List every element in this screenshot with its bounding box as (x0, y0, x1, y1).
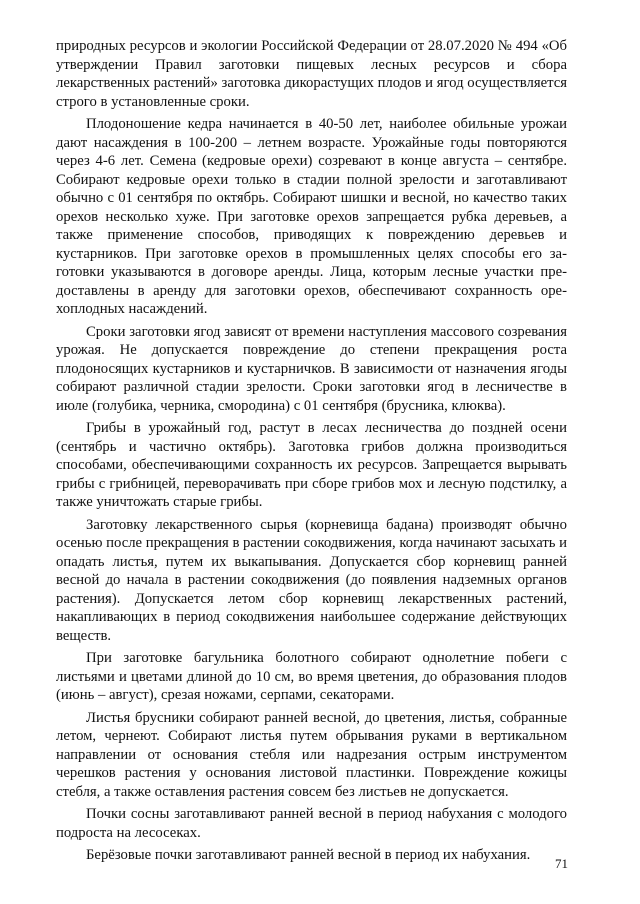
paragraph-lingonberry-leaves: Листья брусники собирают ранней весной, до цветения, листья, собранные летом, чернеют. Собирают листья путем обрывания руками в вертикальном направлении от основания стебля или надрезания острым инструментом черешков растения у основания листовой пластинки. Повреждение кожицы стебля, а также оставления растения совсем без листьев не допускается. (56, 709, 567, 800)
paragraph-cedar-nuts: Плодоношение кедра начинается в 40-50 лет, наиболее обильные урожаи дают насаждения в 100-200 – летнем возрасте. Урожайные годы повторяются через 4-6 лет. Семена (кедровые орехи) созревают в конце августа – сентябре. Собирают кедровые орехи только в стадии полной зрелости и заготавливают обычно с 01 сентября по октябрь. Собирают шишки и весной, но качество таких орехов несколько хуже. При заготовке орехов запрещается рубка деревьев, а также применение способов, приводящих к повреждению деревьев и кустарников. При заготовке орехов в промышленных целях способы его заготовки указываются в договоре аренды. Лица, которым лесные участки предоставлены в аренду для заготовки орехов, обеспечивают сохранность орехоплодных насаждений. (56, 116, 567, 317)
document-body (56, 37, 567, 865)
paragraph-berries: Сроки заготовки ягод зависят от времени наступления массового созревания урожая. Не допускается повреждение до степени прекращения роста плодоносящих кустарников и кустарничков. В зависимости от назначения ягоды собирают различной стадии зрелости. Сроки заготовки ягод в лесничестве в июле (голубика, черника, смородина) с 01 сентября (брусника, клюква). (56, 323, 567, 414)
paragraph-continued: природных ресурсов и экологии Российской Федерации от 28.07.2020 № 494 «Об утверждении Правил заготовки пищевых лесных ресурсов и сбора лекарственных растений» заготовка дикорастущих плодов и ягод осуществляется строго в установленные сроки. (56, 38, 567, 110)
page-number: 71 (555, 856, 568, 871)
paragraph-birch-buds: Берёзовые почки заготавливают ранней весной в период их набухания. (86, 847, 531, 863)
paragraph-mushrooms: Грибы в урожайный год, растут в лесах лесничества до поздней осени (сентябрь и частично октябрь). Заготовка грибов должна производиться способами, обеспечивающими сохранность их ресурсов. Запрещается вырывать грибы с грибницей, переворачивать при сборе грибов мох и лесную подстилку, а также уничтожать старые грибы. (56, 420, 567, 510)
paragraph-medicinal-raw: Заготовку лекарственного сырья (корневища бадана) производят обычно осенью после прекращения в растении сокодвижения, когда начинают засыхать и опадать листья, путем их выкапывания. Допускается сбор корневищ ранней весной до начала в растении сокодвижения (до появления надземных органов растения). Допускается летом сбор корневищ лекарственных растений, накапливающих в период сокодвижения наибольшее содержание действующих веществ. (56, 516, 567, 644)
paragraph-pine-buds: Почки сосны заготавливают ранней весной в период набухания с молодого подроста на лесосеках. (56, 806, 567, 841)
paragraph-ledum: При заготовке багульника болотного собирают однолетние побеги с листьями и цветами длиной до 10 см, во время цветения, до образования плодов (июнь – август), срезая ножами, серпами, секаторами. (56, 650, 567, 703)
